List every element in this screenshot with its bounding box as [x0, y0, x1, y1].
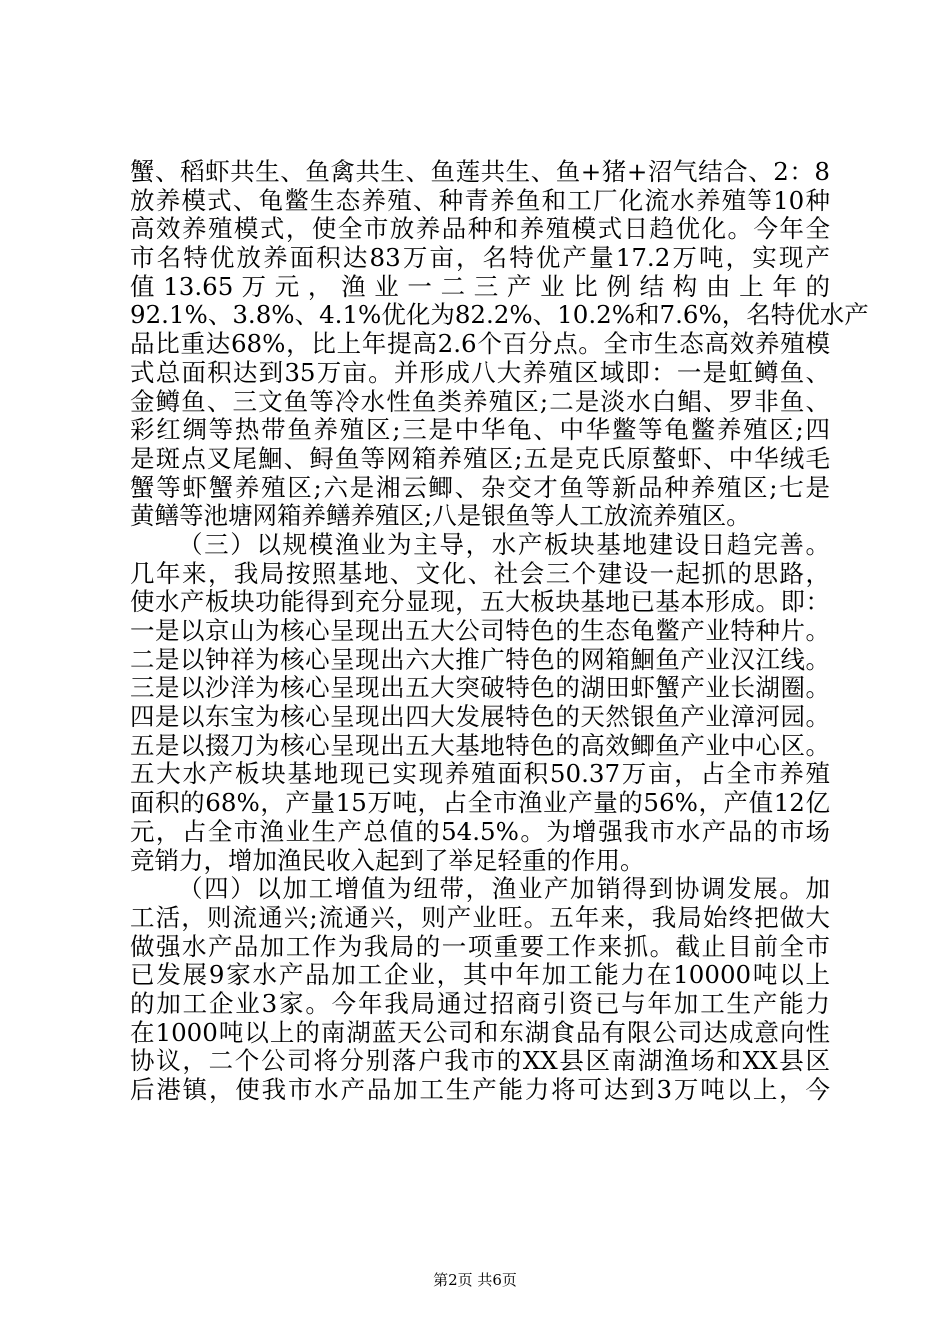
text-line: 是斑点叉尾鮰、鲟鱼等网箱养殖区;五是克氏原螯虾、中华绒毛	[130, 443, 830, 473]
text-line: 高效养殖模式，使全市放养品种和养殖模式日趋优化。今年全	[130, 214, 830, 244]
text-line: 已发展9家水产品加工企业，其中年加工能力在10000吨以上	[130, 960, 830, 990]
text-line: 蟹、稻虾共生、鱼禽共生、鱼莲共生、鱼+猪+沼气结合、2：8	[130, 157, 830, 186]
text-line: 面积的68%，产量15万吨，占全市渔业产量的56%，产值12亿	[130, 788, 830, 818]
text-line: 五是以掇刀为核心呈现出五大基地特色的高效鲫鱼产业中心区。	[130, 730, 830, 760]
text-line: 五大水产板块基地现已实现养殖面积50.37万亩，占全市养殖	[130, 759, 830, 789]
text-line: 四是以东宝为核心呈现出四大发展特色的天然银鱼产业漳河园。	[130, 702, 830, 732]
text-line: 后港镇，使我市水产品加工生产能力将可达到3万吨以上，今	[130, 1075, 830, 1104]
text-line: 工活，则流通兴;流通兴，则产业旺。五年来，我局始终把做大	[130, 902, 830, 932]
text-line: 金鳟鱼、三文鱼等冷水性鱼类养殖区;二是淡水白鲳、罗非鱼、	[130, 386, 830, 416]
section-heading-3: （三）以规模渔业为主导，水产板块基地建设日趋完善。	[178, 529, 830, 559]
text-line: 三是以沙洋为核心呈现出五大突破特色的湖田虾蟹产业长湖圈。	[130, 673, 830, 703]
document-body	[130, 157, 869, 1105]
text-line: 二是以钟祥为核心呈现出六大推广特色的网箱鮰鱼产业汉江线。	[130, 644, 830, 674]
text-line: 使水产板块功能得到充分显现，五大板块基地已基本形成。即：	[130, 587, 830, 617]
text-line: 放养模式、龟鳖生态养殖、种青养鱼和工厂化流水养殖等10种	[130, 185, 830, 215]
text-line: 彩红绸等热带鱼养殖区;三是中华龟、中华鳖等龟鳖养殖区;四	[130, 415, 830, 445]
text-line: 值 13.65 万 元 ， 渔 业 一 二 三 产 业 比 例 结 构 由 上 年 的	[130, 271, 830, 301]
text-line: 协议，二个公司将分别落户我市的XX县区南湖渔场和XX县区	[130, 1046, 830, 1076]
text-line: 一是以京山为核心呈现出五大公司特色的生态龟鳖产业特种片。	[130, 616, 830, 645]
text-line: 品比重达68%，比上年提高2.6个百分点。全市生态高效养殖模	[130, 329, 830, 359]
text-line: 蟹等虾蟹养殖区;六是湘云鲫、杂交才鱼等新品种养殖区;七是	[130, 472, 830, 502]
section-heading-4: （四）以加工增值为纽带，渔业产加销得到协调发展。加	[178, 874, 830, 904]
text-line: 的加工企业3家。今年我局通过招商引资已与年加工生产能力	[130, 988, 830, 1018]
text-line: 黄鳝等池塘网箱养鳝养殖区;八是银鱼等人工放流养殖区。	[130, 501, 751, 531]
text-line: 在1000吨以上的南湖蓝天公司和东湖食品有限公司达成意向性	[130, 1017, 830, 1047]
text-line: 做强水产品加工作为我局的一项重要工作来抓。截止目前全市	[130, 931, 830, 961]
text-line: 式总面积达到35万亩。并形成八大养殖区域即：一是虹鳟鱼、	[130, 357, 830, 387]
text-line: 市名特优放养面积达83万亩，名特优产量17.2万吨，实现产	[130, 243, 830, 273]
text-line: 92.1%、3.8%、4.1%优化为82.2%、10.2%和7.6%，名特优水产	[130, 300, 869, 330]
text-line: 元，占全市渔业生产总值的54.5%。为增强我市水产品的市场	[130, 816, 830, 846]
text-line: 竞销力，增加渔民收入起到了举足轻重的作用。	[130, 845, 645, 875]
text-line: 几年来，我局按照基地、文化、社会三个建设一起抓的思路，	[130, 558, 830, 588]
page-footer: 第2页 共6页	[433, 1271, 517, 1289]
